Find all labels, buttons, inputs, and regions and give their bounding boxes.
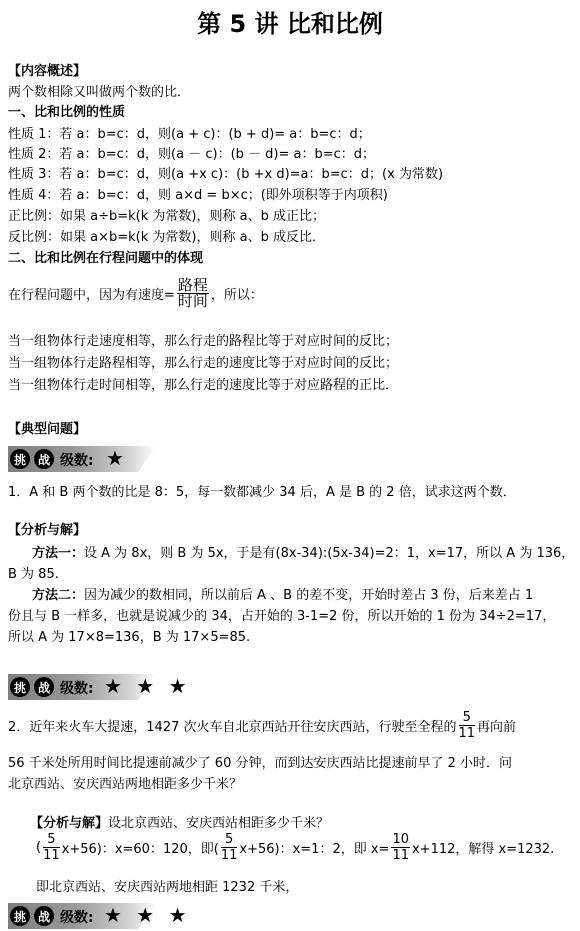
level-label: 级数:	[60, 910, 94, 926]
method-2-label: 方法二：	[32, 588, 85, 603]
travel-rule: 当一组物体行走速度相等，那么行走的路程比等于对应时间的反比；	[8, 334, 399, 349]
speed-formula	[8, 278, 263, 309]
overview-heading: 【内容概述】	[8, 64, 87, 79]
challenge-badge: 挑	[10, 906, 30, 926]
challenge-badge: 挑	[10, 677, 30, 697]
typical-heading: 【典型问题】	[8, 422, 87, 437]
equation-text: x+56)：x=60：120，即(	[61, 842, 219, 857]
difficulty-stars: ★ ★ ★	[104, 903, 191, 927]
proportion-line: 正比例：如果 a÷b=k(k 为常数)，则称 a、b 成正比；	[8, 209, 325, 224]
speed-prefix: 在行程问题中，因为有速度=	[8, 288, 175, 303]
equation-line	[36, 832, 554, 863]
section-heading-travel: 二、比和比例在行程问题中的体现	[8, 251, 204, 266]
speed-fraction	[177, 278, 209, 309]
analysis-text: 设北京西站、安庆西站相距多少千米？	[108, 816, 330, 831]
method-1-label: 方法一：	[32, 546, 85, 561]
numerator: 5	[43, 832, 60, 848]
method-1-line: B 为 85.	[8, 567, 59, 582]
property-line: 性质 3：若 a：b=c：d，则(a +x c)：(b +x d)=a：b=c：d；(x 为常数)	[8, 167, 444, 182]
travel-rule: 当一组物体行走路程相等，那么行走的速度比等于对应时间的反比；	[8, 356, 399, 371]
fraction	[391, 832, 410, 863]
method-2-line	[32, 584, 533, 603]
property-line: 性质 2：若 a：b=c：d，则(a － c)：(b － d)= a：b=c：d；	[8, 147, 376, 162]
analysis-line	[30, 812, 329, 831]
property-line: 性质 1：若 a：b=c：d，则(a + c)：(b + d)= a：b=c：d；	[8, 127, 371, 142]
overview-intro: 两个数相除又叫做两个数的比．	[8, 85, 191, 100]
proportion-line: 反比例：如果 a×b=k(k 为常数)，则称 a、b 成反比．	[8, 230, 325, 245]
difficulty-stars: ★ ★ ★	[104, 674, 191, 698]
equation-text: x+112，解得 x=1232.	[411, 842, 555, 857]
fraction	[221, 832, 238, 863]
page-title: 第 5 讲 比和比例	[197, 10, 383, 38]
denominator: 11	[458, 726, 476, 741]
conclusion: 即北京西站、安庆西站两地相距 1232 千米，	[36, 880, 299, 895]
problem-2-line	[8, 710, 516, 741]
fraction	[43, 832, 60, 863]
fraction	[459, 710, 476, 741]
method-2-line: 份且与 B 一样多，也就是说减少的 34，占开始的 3-1=2 份，所以开始的 1 份为 34÷2=17，	[8, 609, 556, 624]
equation-text: x+56)：x=1：2，即 x=	[239, 842, 390, 857]
section-heading-properties: 一、比和比例的性质	[8, 105, 126, 120]
challenge-badge: 挑	[10, 449, 30, 469]
analysis-heading: 【分析与解】	[8, 523, 87, 538]
method-2-text: 因为减少的数相同，所以前后 A 、B 的差不变，开始时差占 3 份，后来差占 1	[84, 588, 534, 603]
denominator: 11	[220, 848, 238, 863]
speed-denominator: 时间	[177, 292, 208, 310]
numerator: 10	[392, 832, 409, 847]
speed-suffix: ，所以：	[210, 288, 263, 303]
analysis-heading: 【分析与解】	[30, 816, 109, 831]
difficulty-stars: ★	[106, 446, 128, 470]
level-label: 级数:	[60, 453, 94, 469]
numerator: 5	[459, 710, 476, 726]
method-1-line	[32, 542, 574, 561]
problem-2-text: 再向前	[477, 720, 517, 735]
equation-text: (	[36, 840, 42, 855]
denominator: 11	[392, 848, 409, 863]
challenge-badge: 战	[34, 677, 54, 697]
problem-1-text: 1．A 和 B 两个数的比是 8：5，每一数都减少 34 后，A 是 B 的 2 倍，试求这两个数．	[8, 485, 516, 500]
property-line: 性质 4：若 a：b=c：d，则 a×d = b×c；(即外项积等于内项积)	[8, 188, 388, 203]
challenge-badge: 战	[34, 906, 54, 926]
problem-2-text: 2．近年来火车大提速，1427 次火车自北京西站开往安庆西站，行驶至全程的	[8, 720, 457, 735]
denominator: 11	[43, 848, 60, 863]
travel-rule: 当一组物体行走时间相等，那么行走的速度比等于对应路程的正比．	[8, 378, 399, 393]
speed-numerator: 路程	[177, 276, 208, 294]
challenge-badge: 战	[34, 449, 54, 469]
problem-2-line: 56 千米处所用时间比提速前减少了 60 分钟，而到达安庆西站比提速前早了 2 小时．问	[8, 756, 513, 771]
level-label: 级数:	[60, 681, 94, 697]
numerator: 5	[221, 832, 238, 848]
problem-2-line: 北京西站、安庆西站两地相距多少千米？	[8, 777, 243, 792]
method-1-text: 设 A 为 8x，则 B 为 5x，于是有(8x-34):(5x-34)=2：1，x=17，所以 A 为 136，	[84, 546, 575, 561]
method-2-line: 所以 A 为 17×8=136，B 为 17×5=85.	[8, 630, 251, 645]
